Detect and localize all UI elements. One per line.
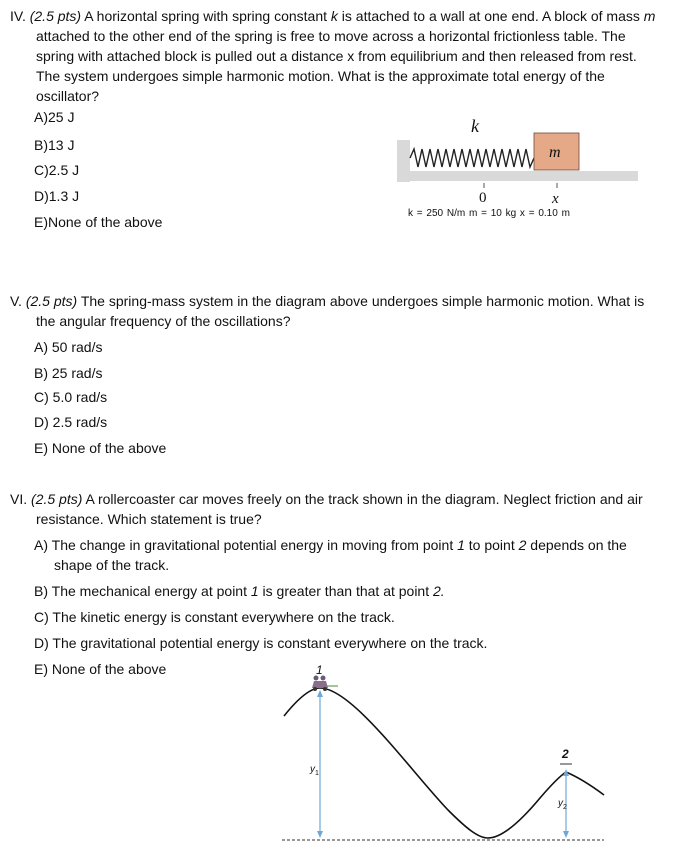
block-m-label: m bbox=[549, 144, 561, 161]
option-c[interactable]: C)2.5 J bbox=[34, 162, 80, 178]
x-label: x bbox=[552, 191, 559, 207]
point-ref: 2. bbox=[433, 583, 445, 599]
y-subscript: 2 bbox=[563, 804, 567, 811]
question-number: IV. bbox=[10, 8, 26, 24]
point-ref: 1 bbox=[250, 583, 259, 599]
y1-label bbox=[310, 760, 319, 784]
y-subscript: 1 bbox=[315, 770, 319, 777]
point-2-label: 2 bbox=[562, 747, 569, 761]
option-c[interactable]: C) 5.0 rad/s bbox=[34, 389, 108, 405]
var-m: m bbox=[643, 8, 656, 24]
y1-arrowhead-top bbox=[317, 690, 323, 697]
option-d[interactable]: D)1.3 J bbox=[34, 188, 80, 204]
zero-label: 0 bbox=[479, 190, 487, 206]
option-part: is greater than that at point bbox=[258, 583, 434, 599]
stem-part: A horizontal spring with spring constant bbox=[84, 8, 331, 24]
points: (2.5 pts) bbox=[31, 491, 83, 507]
option-e[interactable]: E)None of the above bbox=[34, 214, 163, 230]
question-number: V. bbox=[10, 293, 22, 309]
option-e[interactable]: E) None of the above bbox=[34, 440, 167, 456]
option-e[interactable]: E) None of the above bbox=[34, 661, 167, 677]
option-a[interactable]: A)25 J bbox=[34, 109, 75, 125]
option-part: A) The change in gravitational potential energy in moving from point bbox=[34, 537, 458, 553]
y-symbol: y bbox=[558, 798, 563, 809]
y2-label bbox=[558, 794, 567, 818]
option-d[interactable]: D) The gravitational potential energy is constant everywhere on the track. bbox=[34, 635, 488, 651]
y2-arrowhead-bottom bbox=[563, 831, 569, 838]
stem-part: The spring-mass system in the diagram above undergoes simple harmonic motion. What is the angular frequency of the oscillations? bbox=[36, 293, 645, 329]
y-symbol: y bbox=[310, 764, 315, 775]
points: (2.5 pts) bbox=[25, 293, 78, 309]
option-a[interactable]: A) 50 rad/s bbox=[34, 339, 103, 355]
var-k: k bbox=[330, 8, 338, 24]
option-d[interactable]: D) 2.5 rad/s bbox=[34, 414, 108, 430]
point-ref: 1 bbox=[457, 537, 465, 553]
option-b[interactable]: B)13 J bbox=[34, 137, 75, 153]
option-part: depends on the shape of the track. bbox=[54, 537, 627, 573]
question-number: VI. bbox=[10, 491, 28, 507]
y1-arrowhead-bottom bbox=[317, 831, 323, 838]
stem-part: A rollercoaster car moves freely on the track shown in the diagram. Neglect friction and air resistance. Which statement is true? bbox=[36, 491, 643, 527]
track bbox=[284, 688, 604, 838]
option-part: B) The mechanical energy at point bbox=[34, 583, 251, 599]
points: (2.5 pts) bbox=[29, 8, 82, 24]
stem-part: is attached to a wall at one end. A block of mass bbox=[337, 8, 644, 24]
option-part: to point bbox=[464, 537, 519, 553]
spring-caption: k = 250 N/m m = 10 kg x = 0.10 m bbox=[408, 208, 570, 219]
option-b[interactable]: B) 25 rad/s bbox=[34, 365, 103, 381]
spring-k-label: k bbox=[471, 116, 479, 136]
stem-part: attached to the other end of the spring is free to move across a horizontal frictionless table. The spring with attached block is pulled out a distance x from equilibrium and then released from rest. The system undergoes simple harmonic motion. What is the approximate total energy of the oscillator? bbox=[36, 28, 637, 104]
point-ref: 2 bbox=[518, 537, 527, 553]
option-c[interactable]: C) The kinetic energy is constant everywhere on the track. bbox=[34, 609, 395, 625]
point-1-label: 1 bbox=[316, 663, 323, 677]
